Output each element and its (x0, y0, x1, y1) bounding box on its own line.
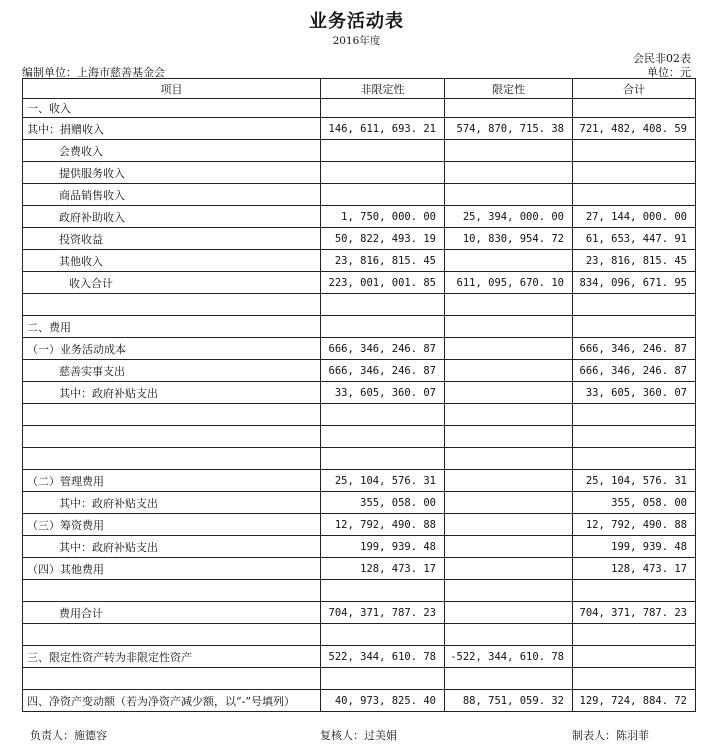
row-restricted-value: -522, 344, 610. 78 (445, 646, 573, 668)
row-label: 二、费用 (23, 316, 321, 338)
activity-table (22, 78, 696, 712)
row-restricted-value (445, 624, 573, 646)
row-unrestricted-value (321, 294, 445, 316)
row-unrestricted-value (321, 668, 445, 690)
row-total-value: 666, 346, 246. 87 (573, 360, 696, 382)
row-total-value (573, 316, 696, 338)
table-header-row (23, 79, 696, 99)
row-restricted-value (445, 536, 573, 558)
table-row (23, 228, 696, 250)
row-label (23, 580, 321, 602)
table-row (23, 624, 696, 646)
table-row (23, 448, 696, 470)
row-label: 其他收入 (23, 250, 321, 272)
row-unrestricted-value: 522, 344, 610. 78 (321, 646, 445, 668)
preparer: 制表人：陈羽菲 (572, 729, 649, 742)
row-total-value: 33, 605, 360. 07 (573, 382, 696, 404)
row-restricted-value (445, 448, 573, 470)
header-item: 项目 (23, 79, 321, 99)
table-row (23, 184, 696, 206)
row-label: 一、收入 (23, 99, 321, 118)
row-total-value: 61, 653, 447. 91 (573, 228, 696, 250)
header-total: 合计 (573, 79, 696, 99)
row-restricted-value: 10, 830, 954. 72 (445, 228, 573, 250)
row-total-value (573, 624, 696, 646)
table-row (23, 668, 696, 690)
row-unrestricted-value: 50, 822, 493. 19 (321, 228, 445, 250)
row-unrestricted-value: 128, 473. 17 (321, 558, 445, 580)
row-unrestricted-value (321, 162, 445, 184)
form-number: 会民非02表 (633, 52, 691, 65)
row-label (23, 404, 321, 426)
row-total-value: 128, 473. 17 (573, 558, 696, 580)
row-restricted-value (445, 184, 573, 206)
row-restricted-value (445, 382, 573, 404)
row-total-value (573, 580, 696, 602)
row-label: 其中：政府补贴支出 (23, 492, 321, 514)
row-label: 收入合计 (23, 272, 321, 294)
row-label: （三）筹资费用 (23, 514, 321, 536)
table-row (23, 382, 696, 404)
responsible-person: 负责人：施德容 (30, 729, 107, 742)
row-unrestricted-value (321, 580, 445, 602)
row-total-value (573, 294, 696, 316)
row-restricted-value (445, 162, 573, 184)
row-total-value (573, 99, 696, 118)
table-row (23, 646, 696, 668)
table-row (23, 360, 696, 382)
row-unrestricted-value: 223, 001, 001. 85 (321, 272, 445, 294)
table-row (23, 602, 696, 624)
row-restricted-value: 88, 751, 059. 32 (445, 690, 573, 712)
row-label: 提供服务收入 (23, 162, 321, 184)
row-restricted-value (445, 404, 573, 426)
row-unrestricted-value (321, 448, 445, 470)
row-restricted-value (445, 294, 573, 316)
row-label (23, 426, 321, 448)
row-restricted-value (445, 99, 573, 118)
row-label: 投资收益 (23, 228, 321, 250)
reviewer: 复核人：过美娟 (320, 729, 397, 742)
row-restricted-value (445, 668, 573, 690)
row-label: 慈善实事支出 (23, 360, 321, 382)
row-label: （四）其他费用 (23, 558, 321, 580)
header-unrestricted: 非限定性 (321, 79, 445, 99)
row-total-value: 27, 144, 000. 00 (573, 206, 696, 228)
row-total-value (573, 426, 696, 448)
row-unrestricted-value: 1, 750, 000. 00 (321, 206, 445, 228)
header-restricted: 限定性 (445, 79, 573, 99)
row-unrestricted-value: 40, 973, 825. 40 (321, 690, 445, 712)
row-restricted-value: 611, 095, 670. 10 (445, 272, 573, 294)
row-label (23, 624, 321, 646)
row-total-value (573, 668, 696, 690)
table-row (23, 294, 696, 316)
table-row (23, 140, 696, 162)
table-row (23, 316, 696, 338)
row-unrestricted-value: 666, 346, 246. 87 (321, 360, 445, 382)
row-unrestricted-value: 12, 792, 490. 88 (321, 514, 445, 536)
row-restricted-value (445, 514, 573, 536)
row-unrestricted-value: 704, 371, 787. 23 (321, 602, 445, 624)
row-label (23, 668, 321, 690)
row-unrestricted-value (321, 624, 445, 646)
row-total-value (573, 448, 696, 470)
row-total-value: 199, 939. 48 (573, 536, 696, 558)
row-restricted-value (445, 602, 573, 624)
table-row (23, 558, 696, 580)
row-total-value: 704, 371, 787. 23 (573, 602, 696, 624)
row-total-value: 12, 792, 490. 88 (573, 514, 696, 536)
row-label: 其中：政府补贴支出 (23, 536, 321, 558)
row-unrestricted-value: 666, 346, 246. 87 (321, 338, 445, 360)
row-label (23, 294, 321, 316)
row-label: 其中：政府补贴支出 (23, 382, 321, 404)
row-total-value: 25, 104, 576. 31 (573, 470, 696, 492)
row-restricted-value (445, 360, 573, 382)
row-unrestricted-value (321, 140, 445, 162)
row-restricted-value (445, 470, 573, 492)
table-row (23, 580, 696, 602)
row-restricted-value (445, 580, 573, 602)
row-unrestricted-value: 33, 605, 360. 07 (321, 382, 445, 404)
row-total-value: 834, 096, 671. 95 (573, 272, 696, 294)
row-unrestricted-value: 25, 104, 576. 31 (321, 470, 445, 492)
row-unrestricted-value (321, 426, 445, 448)
table-row (23, 118, 696, 140)
row-total-value: 355, 058. 00 (573, 492, 696, 514)
row-label: 政府补助收入 (23, 206, 321, 228)
organization-label: 编制单位：上海市慈善基金会 (22, 66, 165, 79)
row-unrestricted-value (321, 316, 445, 338)
report-title: 业务活动表 (309, 11, 404, 32)
row-unrestricted-value: 146, 611, 693. 21 (321, 118, 445, 140)
row-total-value (573, 162, 696, 184)
table-row (23, 690, 696, 712)
table-row (23, 162, 696, 184)
row-label: 四、净资产变动额（若为净资产减少额，以“-”号填列） (23, 690, 321, 712)
row-unrestricted-value (321, 99, 445, 118)
row-restricted-value: 574, 870, 715. 38 (445, 118, 573, 140)
row-total-value (573, 140, 696, 162)
row-label: 费用合计 (23, 602, 321, 624)
table-row (23, 404, 696, 426)
table-row (23, 470, 696, 492)
row-label: （一）业务活动成本 (23, 338, 321, 360)
row-label: 商品销售收入 (23, 184, 321, 206)
row-label: 会费收入 (23, 140, 321, 162)
row-total-value (573, 404, 696, 426)
table-row (23, 250, 696, 272)
row-total-value: 721, 482, 408. 59 (573, 118, 696, 140)
table-row (23, 492, 696, 514)
row-restricted-value (445, 558, 573, 580)
row-restricted-value (445, 426, 573, 448)
row-restricted-value (445, 140, 573, 162)
row-total-value (573, 184, 696, 206)
table-row (23, 206, 696, 228)
row-unrestricted-value: 199, 939. 48 (321, 536, 445, 558)
table-row (23, 426, 696, 448)
table-row (23, 99, 696, 118)
table-row (23, 272, 696, 294)
row-restricted-value (445, 338, 573, 360)
row-total-value: 23, 816, 815. 45 (573, 250, 696, 272)
row-unrestricted-value (321, 404, 445, 426)
row-total-value (573, 646, 696, 668)
row-restricted-value (445, 316, 573, 338)
table-row (23, 536, 696, 558)
row-restricted-value (445, 250, 573, 272)
row-total-value: 129, 724, 884. 72 (573, 690, 696, 712)
row-total-value: 666, 346, 246. 87 (573, 338, 696, 360)
row-unrestricted-value (321, 184, 445, 206)
row-label: （二）管理费用 (23, 470, 321, 492)
row-unrestricted-value: 23, 816, 815. 45 (321, 250, 445, 272)
report-year: 2016年度 (332, 35, 381, 47)
row-unrestricted-value: 355, 058. 00 (321, 492, 445, 514)
row-label: 三、限定性资产转为非限定性资产 (23, 646, 321, 668)
table-row (23, 338, 696, 360)
table-row (23, 514, 696, 536)
unit-label: 单位：元 (647, 66, 691, 79)
row-label (23, 448, 321, 470)
row-restricted-value: 25, 394, 000. 00 (445, 206, 573, 228)
row-label: 其中：捐赠收入 (23, 118, 321, 140)
row-restricted-value (445, 492, 573, 514)
